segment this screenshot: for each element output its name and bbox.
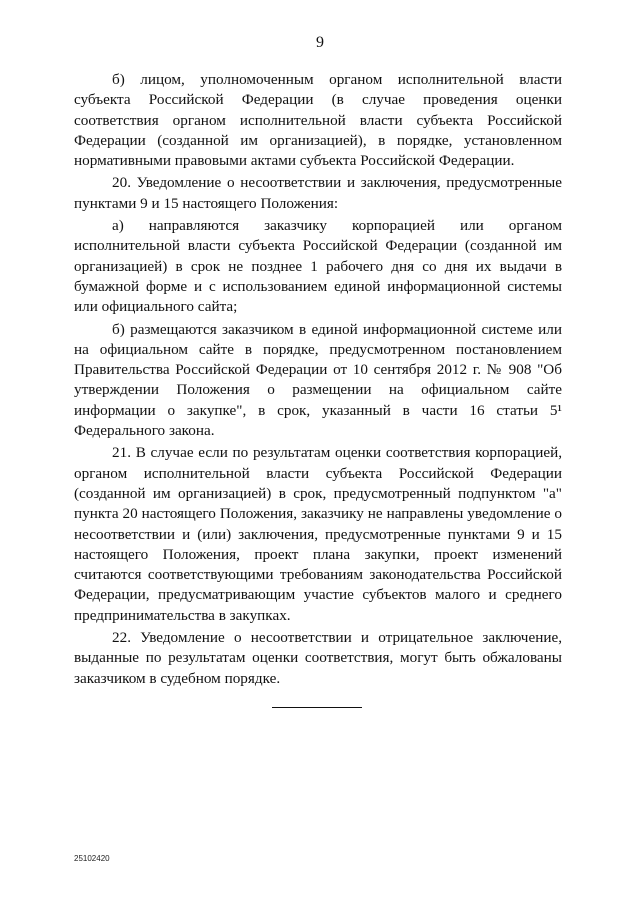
end-separator-line xyxy=(272,707,362,708)
document-code: 25102420 xyxy=(74,854,110,863)
paragraph-b-authorized-body: б) лицом, уполномоченным органом исполнительной власти субъекта Российской Федерации (в случае проведения оценки соответствия органом исполнительной власти субъекта Российской Федерации (созданной им организацией), в порядке, установленном нормативными правовыми актами субъекта Российской Федерации. xyxy=(74,71,562,170)
page-number: 9 xyxy=(316,34,324,51)
paragraph-21-deemed-compliant: 21. В случае если по результатам оценки соответствия корпорацией, органом исполнительной власти субъекта Российской Федерации (созданной им организацией) в срок, предусмотренный подпунктом "а" пункта 20 настоящего Положения, заказчику не направлены уведомление о несоответствии и (или) заключения, предусмотренные пунктами 9 и 15 настоящего Положения, проект плана закупки, проект изменений считаются соответствующими требованиям законодательства Российской Федерации, предусматривающим участие субъектов малого и среднего предпринимательства в закупках. xyxy=(74,444,562,624)
paragraph-20b-published: б) размещаются заказчиком в единой информационной системе или на официальном сайте в порядке, предусмотренном постановлением Правительства Российской Федерации от 10 сентября 2012 г. № 908 "Об утверждении Положения о размещении на официальном сайте информации о закупке", в срок, указанный в части 16 статьи 5¹ Федерального закона. xyxy=(74,320,562,440)
paragraph-22-appeal: 22. Уведомление о несоответствии и отрицательное заключение, выданные по результатам оценки соответствия, могут быть обжалованы заказчиком в судебном порядке. xyxy=(74,629,562,687)
paragraph-20-notice: 20. Уведомление о несоответствии и заключения, предусмотренные пунктами 9 и 15 настоящего Положения: xyxy=(74,174,562,212)
paragraph-20a-sent: а) направляются заказчику корпорацией или органом исполнительной власти субъекта Российской Федерации (созданной им организацией) в срок не позднее 1 рабочего дня со дня их выдачи в бумажной форме и с использованием единой информационной системы или официального сайта; xyxy=(74,217,562,316)
document-body xyxy=(74,70,562,689)
